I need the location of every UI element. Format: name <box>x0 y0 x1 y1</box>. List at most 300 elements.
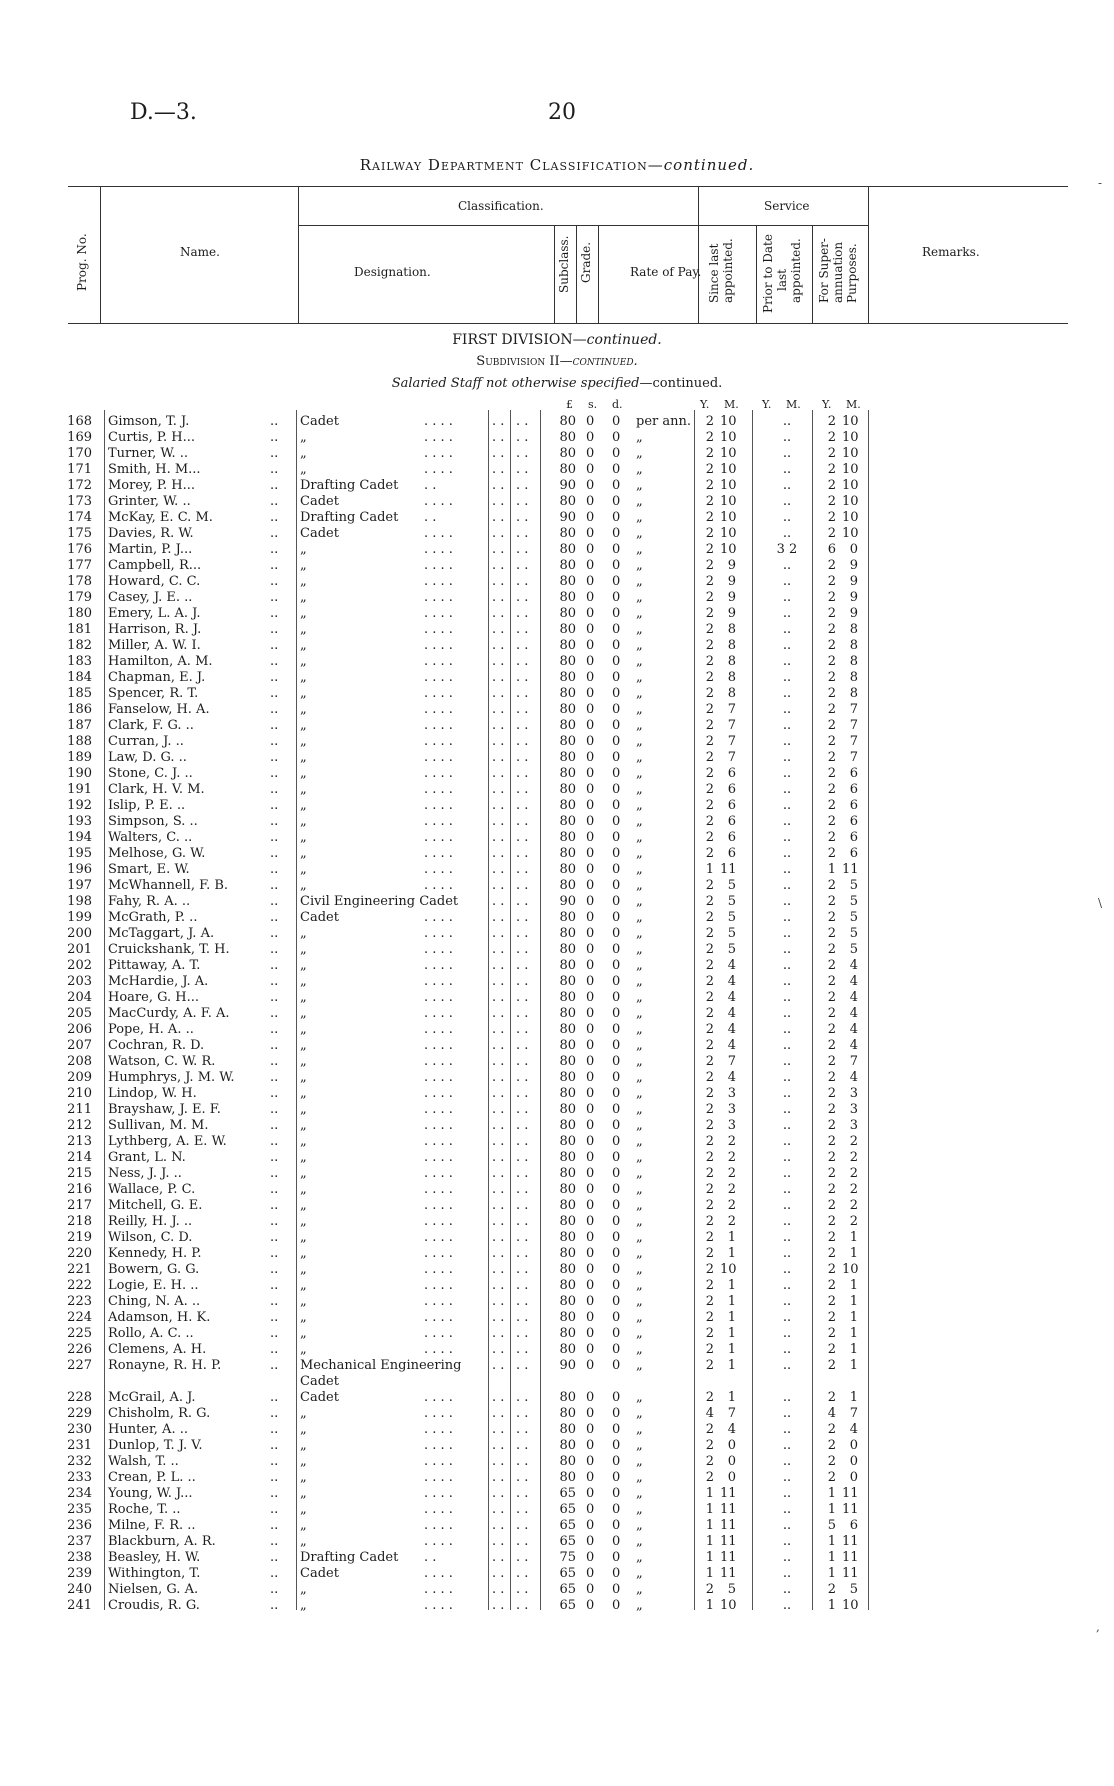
row-pay-pence: 0 <box>612 1438 621 1453</box>
row-grade: . . <box>516 974 529 989</box>
row-subclass: . . <box>492 430 505 445</box>
row-pay-pounds: 80 <box>559 942 576 957</box>
table-row <box>60 846 1070 862</box>
row-pay-unit: „ <box>636 1390 643 1405</box>
row-super-months: 4 <box>849 1038 858 1053</box>
row-grade: . . <box>516 782 529 797</box>
row-super-years: 2 <box>827 1118 836 1133</box>
row-designation: „ <box>300 734 307 749</box>
row-leader: .. <box>270 990 279 1005</box>
row-pay-pounds: 80 <box>559 638 576 653</box>
row-pay-pounds: 80 <box>559 1022 576 1037</box>
table-row <box>60 974 1070 990</box>
row-since-years: 2 <box>705 702 714 717</box>
row-pay-pounds: 65 <box>559 1566 576 1581</box>
row-since-months: 7 <box>727 702 736 717</box>
row-designation-leader: . . . . <box>424 1566 453 1581</box>
row-pay-unit: „ <box>636 910 643 925</box>
row-designation-leader: . . . . <box>424 1150 453 1165</box>
row-grade: . . <box>516 846 529 861</box>
row-pay-shillings: 0 <box>586 494 595 509</box>
row-pay-unit: „ <box>636 830 643 845</box>
table-row <box>60 1358 1070 1390</box>
row-number: 239 <box>67 1566 92 1581</box>
row-pay-pounds: 80 <box>559 1262 576 1277</box>
row-super-years: 2 <box>827 1166 836 1181</box>
row-pay-pence: 0 <box>612 1118 621 1133</box>
row-pay-unit: „ <box>636 942 643 957</box>
row-since-months: 6 <box>727 814 736 829</box>
row-number: 174 <box>67 510 92 525</box>
header-since-last-1: Since last <box>707 243 721 303</box>
row-pay-shillings: 0 <box>586 1566 595 1581</box>
row-prior: .. <box>782 926 792 941</box>
table-row <box>60 1086 1070 1102</box>
row-pay-shillings: 0 <box>586 958 595 973</box>
row-leader: .. <box>270 1310 279 1325</box>
row-prior: .. <box>782 1278 792 1293</box>
row-grade: . . <box>516 1086 529 1101</box>
row-grade: . . <box>516 1598 529 1613</box>
row-grade: . . <box>516 1198 529 1213</box>
row-super-months: 4 <box>849 1070 858 1085</box>
row-pay-pence: 0 <box>612 414 621 429</box>
row-prior: .. <box>782 478 792 493</box>
row-number: 171 <box>67 462 92 477</box>
row-pay-unit: „ <box>636 1310 643 1325</box>
table-row <box>60 926 1070 942</box>
row-pay-pounds: 65 <box>559 1534 576 1549</box>
row-pay-pence: 0 <box>612 1550 621 1565</box>
row-since-months: 11 <box>720 1518 737 1533</box>
row-pay-pence: 0 <box>612 638 621 653</box>
row-designation-leader: . . . . <box>424 734 453 749</box>
row-designation-leader: . . . . <box>424 782 453 797</box>
row-pay-shillings: 0 <box>586 574 595 589</box>
row-pay-pence: 0 <box>612 686 621 701</box>
row-leader: .. <box>270 1166 279 1181</box>
row-pay-pence: 0 <box>612 718 621 733</box>
row-subclass: . . <box>492 702 505 717</box>
row-designation: Cadet <box>300 1566 339 1581</box>
row-leader: .. <box>270 1486 279 1501</box>
row-subclass: . . <box>492 1278 505 1293</box>
row-leader: .. <box>270 1118 279 1133</box>
row-prior: .. <box>782 654 792 669</box>
row-super-months: 8 <box>849 638 858 653</box>
row-designation: „ <box>300 1070 307 1085</box>
row-grade: . . <box>516 1326 529 1341</box>
row-pay-unit: „ <box>636 1518 643 1533</box>
row-prior: .. <box>782 702 792 717</box>
row-pay-pence: 0 <box>612 782 621 797</box>
row-pay-shillings: 0 <box>586 974 595 989</box>
row-designation-leader: . . . . <box>424 1406 453 1421</box>
row-designation: „ <box>300 830 307 845</box>
row-name: Clark, H. V. M. <box>108 782 205 797</box>
row-pay-shillings: 0 <box>586 830 595 845</box>
row-subclass: . . <box>492 1582 505 1597</box>
row-name: Dunlop, T. J. V. <box>108 1438 203 1453</box>
row-designation-leader: . . . . <box>424 1598 453 1613</box>
row-pay-unit: „ <box>636 1054 643 1069</box>
row-designation-leader: . . . . <box>424 1230 453 1245</box>
table-row <box>60 1518 1070 1534</box>
row-designation-leader: . . . . <box>424 1326 453 1341</box>
row-since-years: 1 <box>705 1518 714 1533</box>
title-continued: continued. <box>663 156 755 174</box>
row-pay-pounds: 65 <box>559 1598 576 1613</box>
table-row <box>60 1230 1070 1246</box>
row-designation: „ <box>300 686 307 701</box>
row-pay-shillings: 0 <box>586 702 595 717</box>
row-super-years: 2 <box>827 1134 836 1149</box>
row-number: 178 <box>67 574 92 589</box>
row-subclass: . . <box>492 878 505 893</box>
row-pay-pence: 0 <box>612 478 621 493</box>
row-pay-shillings: 0 <box>586 1598 595 1613</box>
row-subclass: . . <box>492 1006 505 1021</box>
row-grade: . . <box>516 702 529 717</box>
row-pay-unit: „ <box>636 510 643 525</box>
row-super-months: 10 <box>842 1262 859 1277</box>
row-super-years: 2 <box>827 574 836 589</box>
row-prior: .. <box>782 782 792 797</box>
row-pay-shillings: 0 <box>586 1198 595 1213</box>
row-pay-unit: „ <box>636 542 643 557</box>
row-since-months: 9 <box>727 606 736 621</box>
header-prior-2: last <box>775 269 789 291</box>
row-designation: Cadet <box>300 1390 339 1405</box>
row-pay-pounds: 80 <box>559 462 576 477</box>
table-row <box>60 910 1070 926</box>
row-pay-shillings: 0 <box>586 670 595 685</box>
row-grade: . . <box>516 478 529 493</box>
unit-pence: d. <box>612 398 623 411</box>
row-leader: .. <box>270 1006 279 1021</box>
row-prior: .. <box>782 974 792 989</box>
row-prior: .. <box>782 574 792 589</box>
row-name: McGrath, P. .. <box>108 910 198 925</box>
row-designation: „ <box>300 1486 307 1501</box>
row-leader: .. <box>270 1246 279 1261</box>
row-pay-pounds: 80 <box>559 798 576 813</box>
row-super-years: 2 <box>827 814 836 829</box>
row-super-years: 2 <box>827 894 836 909</box>
row-name: Roche, T. .. <box>108 1502 181 1517</box>
subdivision-label: Subdivision II— <box>476 354 573 369</box>
row-subclass: . . <box>492 1022 505 1037</box>
table-row <box>60 1342 1070 1358</box>
row-super-months: 5 <box>849 942 858 957</box>
row-designation: „ <box>300 750 307 765</box>
row-prior: .. <box>782 878 792 893</box>
row-grade: . . <box>516 798 529 813</box>
row-pay-unit: „ <box>636 686 643 701</box>
row-number: 175 <box>67 526 92 541</box>
row-super-months: 11 <box>842 862 859 877</box>
row-pay-pence: 0 <box>612 734 621 749</box>
row-super-months: 10 <box>842 526 859 541</box>
row-pay-pence: 0 <box>612 1534 621 1549</box>
row-designation: „ <box>300 622 307 637</box>
row-subclass: . . <box>492 782 505 797</box>
row-super-months: 11 <box>842 1550 859 1565</box>
table-row <box>60 894 1070 910</box>
row-pay-unit: „ <box>636 1294 643 1309</box>
row-since-months: 11 <box>720 1550 737 1565</box>
row-name: Pittaway, A. T. <box>108 958 201 973</box>
table-row <box>60 478 1070 494</box>
row-super-months: 7 <box>849 734 858 749</box>
row-since-months: 8 <box>727 638 736 653</box>
row-leader: .. <box>270 654 279 669</box>
row-designation: „ <box>300 1038 307 1053</box>
row-designation: „ <box>300 1022 307 1037</box>
table-row <box>60 1214 1070 1230</box>
row-since-years: 2 <box>705 1310 714 1325</box>
row-pay-unit: „ <box>636 750 643 765</box>
row-prior: .. <box>782 1182 792 1197</box>
row-designation-leader: . . <box>424 510 437 525</box>
row-subclass: . . <box>492 926 505 941</box>
row-super-months: 10 <box>842 494 859 509</box>
row-prior: .. <box>782 1230 792 1245</box>
row-since-months: 10 <box>720 494 737 509</box>
row-since-months: 1 <box>727 1294 736 1309</box>
row-designation: „ <box>300 974 307 989</box>
row-super-years: 2 <box>827 1470 836 1485</box>
row-pay-pounds: 80 <box>559 990 576 1005</box>
row-pay-pounds: 80 <box>559 1214 576 1229</box>
row-number: 214 <box>67 1150 92 1165</box>
row-subclass: . . <box>492 1406 505 1421</box>
row-super-months: 9 <box>849 606 858 621</box>
row-prior: .. <box>782 1390 792 1405</box>
row-since-years: 2 <box>705 1246 714 1261</box>
row-number: 227 <box>67 1358 92 1373</box>
row-leader: .. <box>270 1598 279 1613</box>
row-subclass: . . <box>492 974 505 989</box>
row-super-years: 6 <box>827 542 836 557</box>
row-prior: .. <box>782 1134 792 1149</box>
row-leader: .. <box>270 670 279 685</box>
row-subclass: . . <box>492 814 505 829</box>
table-header <box>68 186 1068 324</box>
row-designation: Cadet <box>300 414 339 429</box>
row-grade: . . <box>516 414 529 429</box>
row-since-months: 0 <box>727 1470 736 1485</box>
table-row <box>60 1438 1070 1454</box>
row-since-months: 0 <box>727 1438 736 1453</box>
row-pay-unit: „ <box>636 1486 643 1501</box>
row-leader: .. <box>270 1294 279 1309</box>
row-name: Simpson, S. .. <box>108 814 198 829</box>
row-pay-unit: „ <box>636 1470 643 1485</box>
row-designation: „ <box>300 718 307 733</box>
row-pay-shillings: 0 <box>586 1070 595 1085</box>
row-pay-pounds: 80 <box>559 1422 576 1437</box>
row-leader: .. <box>270 1214 279 1229</box>
row-pay-pence: 0 <box>612 958 621 973</box>
row-since-months: 9 <box>727 574 736 589</box>
row-super-months: 5 <box>849 910 858 925</box>
row-leader: .. <box>270 430 279 445</box>
row-number: 194 <box>67 830 92 845</box>
table-row <box>60 1502 1070 1518</box>
row-subclass: . . <box>492 830 505 845</box>
row-since-years: 2 <box>705 1182 714 1197</box>
row-since-months: 4 <box>727 990 736 1005</box>
row-prior: .. <box>782 798 792 813</box>
row-since-years: 2 <box>705 1230 714 1245</box>
row-number: 229 <box>67 1406 92 1421</box>
row-designation-leader: . . . . <box>424 1118 453 1133</box>
row-number: 186 <box>67 702 92 717</box>
row-pay-pence: 0 <box>612 1470 621 1485</box>
header-prog-no: Prog. No. <box>75 233 89 291</box>
row-designation-leader: . . . . <box>424 1038 453 1053</box>
row-super-months: 7 <box>849 750 858 765</box>
row-pay-unit: „ <box>636 1598 643 1613</box>
row-subclass: . . <box>492 686 505 701</box>
row-designation: „ <box>300 1326 307 1341</box>
row-since-months: 6 <box>727 798 736 813</box>
row-name: Hoare, G. H... <box>108 990 200 1005</box>
row-super-months: 1 <box>849 1326 858 1341</box>
row-grade: . . <box>516 1134 529 1149</box>
row-designation: „ <box>300 1198 307 1213</box>
row-leader: .. <box>270 1534 279 1549</box>
row-super-years: 2 <box>827 638 836 653</box>
row-pay-pounds: 80 <box>559 1246 576 1261</box>
row-pay-pence: 0 <box>612 1246 621 1261</box>
row-since-years: 2 <box>705 414 714 429</box>
table-row <box>60 830 1070 846</box>
row-since-months: 2 <box>727 1182 736 1197</box>
row-super-months: 8 <box>849 654 858 669</box>
row-prior: .. <box>782 958 792 973</box>
row-prior: .. <box>782 910 792 925</box>
row-leader: .. <box>270 494 279 509</box>
row-pay-shillings: 0 <box>586 654 595 669</box>
row-designation-leader: . . . . <box>424 1470 453 1485</box>
row-designation-leader: . . . . <box>424 878 453 893</box>
row-prior: .. <box>782 1070 792 1085</box>
row-pay-unit: „ <box>636 1150 643 1165</box>
row-number: 222 <box>67 1278 92 1293</box>
row-super-months: 7 <box>849 1406 858 1421</box>
row-pay-unit: „ <box>636 1534 643 1549</box>
row-pay-shillings: 0 <box>586 1086 595 1101</box>
row-pay-unit: „ <box>636 1022 643 1037</box>
table-row <box>60 1246 1070 1262</box>
row-designation-leader: . . . . <box>424 814 453 829</box>
row-since-years: 2 <box>705 974 714 989</box>
row-super-years: 2 <box>827 1310 836 1325</box>
row-super-years: 2 <box>827 718 836 733</box>
row-super-years: 2 <box>827 750 836 765</box>
row-name: Beasley, H. W. <box>108 1550 201 1565</box>
row-leader: .. <box>270 1390 279 1405</box>
row-name: Chapman, E. J. <box>108 670 206 685</box>
row-designation: „ <box>300 702 307 717</box>
row-number: 237 <box>67 1534 92 1549</box>
row-designation-leader: . . . . <box>424 910 453 925</box>
row-grade: . . <box>516 462 529 477</box>
row-leader: .. <box>270 606 279 621</box>
row-subclass: . . <box>492 1422 505 1437</box>
row-pay-pence: 0 <box>612 1326 621 1341</box>
row-designation-leader: . . . . <box>424 1102 453 1117</box>
row-pay-pence: 0 <box>612 670 621 685</box>
row-pay-unit: „ <box>636 622 643 637</box>
row-leader: .. <box>270 814 279 829</box>
row-number: 191 <box>67 782 92 797</box>
row-super-years: 2 <box>827 974 836 989</box>
row-prior: .. <box>782 1406 792 1421</box>
row-since-years: 2 <box>705 1390 714 1405</box>
row-designation: „ <box>300 1582 307 1597</box>
row-super-years: 1 <box>827 1486 836 1501</box>
page-number: 20 <box>548 100 576 125</box>
row-pay-pounds: 80 <box>559 1102 576 1117</box>
row-subclass: . . <box>492 590 505 605</box>
row-designation: „ <box>300 1470 307 1485</box>
row-super-months: 2 <box>849 1198 858 1213</box>
row-subclass: . . <box>492 670 505 685</box>
row-designation: „ <box>300 1182 307 1197</box>
row-since-years: 2 <box>705 910 714 925</box>
table-row <box>60 1326 1070 1342</box>
row-pay-pounds: 90 <box>559 510 576 525</box>
row-since-months: 5 <box>727 878 736 893</box>
row-super-years: 2 <box>827 622 836 637</box>
table-row <box>60 414 1070 430</box>
row-designation-leader: . . . . <box>424 1390 453 1405</box>
row-prior: .. <box>782 1534 792 1549</box>
row-since-months: 4 <box>727 1070 736 1085</box>
row-super-years: 2 <box>827 1102 836 1117</box>
row-grade: . . <box>516 622 529 637</box>
row-designation: „ <box>300 1278 307 1293</box>
row-prior: .. <box>782 1486 792 1501</box>
table-row <box>60 1262 1070 1278</box>
row-grade: . . <box>516 510 529 525</box>
row-since-months: 10 <box>720 510 737 525</box>
row-pay-shillings: 0 <box>586 510 595 525</box>
row-subclass: . . <box>492 1566 505 1581</box>
row-grade: . . <box>516 926 529 941</box>
row-grade: . . <box>516 1454 529 1469</box>
row-pay-pence: 0 <box>612 1054 621 1069</box>
row-number: 180 <box>67 606 92 621</box>
row-super-months: 2 <box>849 1166 858 1181</box>
row-pay-pounds: 80 <box>559 734 576 749</box>
row-number: 231 <box>67 1438 92 1453</box>
row-designation: „ <box>300 654 307 669</box>
row-pay-pence: 0 <box>612 1454 621 1469</box>
row-super-years: 2 <box>827 1182 836 1197</box>
row-designation-leader: . . . . <box>424 1342 453 1357</box>
row-designation: „ <box>300 574 307 589</box>
row-since-months: 10 <box>720 1262 737 1277</box>
row-super-months: 3 <box>849 1102 858 1117</box>
row-subclass: . . <box>492 862 505 877</box>
row-designation-leader: . . . . <box>424 702 453 717</box>
row-super-months: 8 <box>849 686 858 701</box>
row-super-years: 2 <box>827 766 836 781</box>
